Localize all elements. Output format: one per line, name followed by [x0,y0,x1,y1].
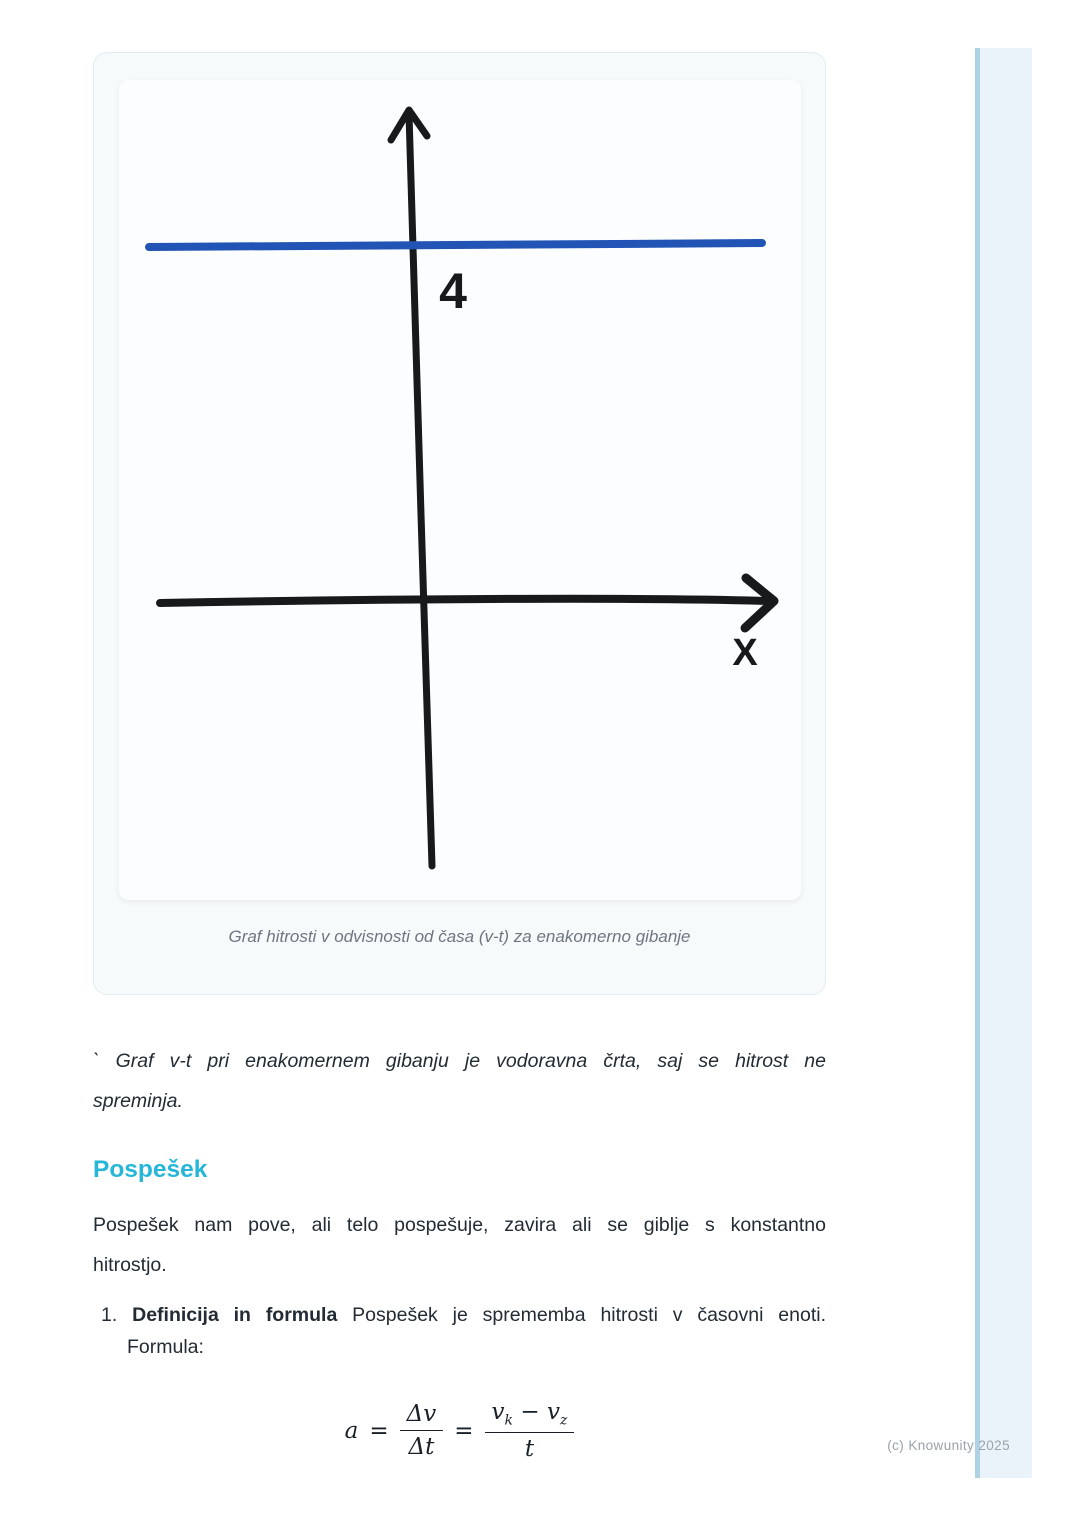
section-paragraph-line2: hitrostjo. [93,1254,167,1276]
formula-equals-2: = [454,1417,474,1444]
y-axis-line [409,114,432,866]
x-axis-line [160,599,769,603]
formula-sub-z: z [559,1412,568,1429]
x-axis-label: X [731,632,758,674]
figure-caption: Graf hitrosti v odvisnosti od časa (v-t) za enakomerno gibanje [228,927,691,946]
velocity-line [149,243,762,247]
formula-fraction-1 [400,1401,444,1461]
definition-bold-label: Definicija in formula [132,1304,338,1326]
section-paragraph-line1: Pospešek nam pove, ali telo pospešuje, zavira ali se giblje s konstantno [93,1214,826,1236]
formula-frac1-numerator: Δv [400,1401,444,1431]
formula-sub-k: k [504,1412,514,1429]
definition-list [93,1299,826,1363]
intro-note-line2: spreminja. [93,1090,183,1112]
formula-lhs: a [344,1417,359,1444]
section-heading-pospesek: Pospešek [93,1156,208,1183]
section-paragraph [93,1205,826,1285]
intro-note [93,1041,826,1121]
definition-text: Pospešek je sprememba hitrosti v časovni enoti. [352,1304,826,1326]
formula-frac2-denominator: t [524,1435,535,1462]
formula-frac2-numerator [485,1399,575,1433]
formula-v-final: v [491,1399,505,1425]
formula-equals-1: = [369,1417,389,1444]
formula-v-initial: v [546,1399,560,1425]
value-label-4: 4 [438,263,467,319]
definition-item-line2: Formula: [127,1336,204,1358]
vt-graph-svg [119,80,801,900]
list-marker: 1. [101,1304,118,1326]
intro-note-line1: ` Graf v-t pri enakomernem gibanju je vodoravna črta, saj se hitrost ne [93,1050,826,1072]
document-page [93,52,826,1462]
figure-card [93,52,826,995]
acceleration-formula [93,1399,826,1462]
copyright-watermark: (c) Knowunity 2025 [887,1438,1010,1453]
formula-frac1-denominator: Δt [408,1434,435,1461]
next-page-edge[interactable] [975,48,1032,1478]
vt-graph-figure [119,80,801,900]
definition-item-line1 [93,1299,826,1331]
formula-minus: − [520,1399,540,1425]
formula-fraction-2 [485,1399,575,1462]
